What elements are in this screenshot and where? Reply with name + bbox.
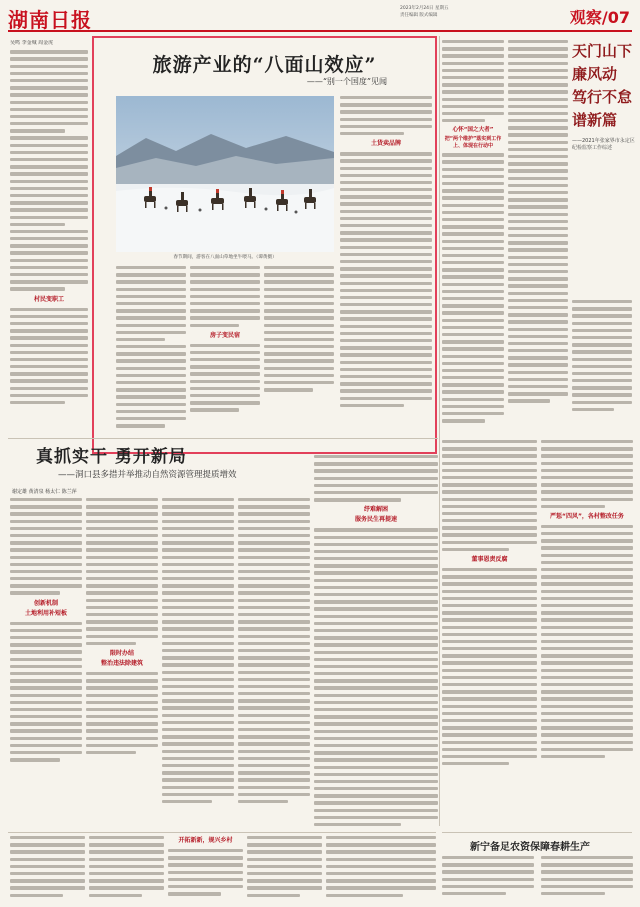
section2-title: 真抓实干 勇开新局 xyxy=(36,447,187,467)
bottom-subhead: 开拓新新，规兴乡村 xyxy=(178,837,233,844)
photo-caption: 春节期间，游客在八面山草地坐牛喂马。（谭黄摄） xyxy=(173,255,277,260)
right-subhead-1: 心怀“国之大者” xyxy=(452,127,494,134)
feature-subhead-1: 土货卖品牌 xyxy=(370,140,401,148)
left-text-block-2 xyxy=(10,308,88,405)
right-article-col-1 xyxy=(442,40,504,435)
bottom-right-title: 新宁备足农资保障春耕生产 xyxy=(470,842,590,853)
divider-v-1 xyxy=(439,36,440,826)
section-label: 观察/07 xyxy=(569,8,630,27)
sec2-col-1 xyxy=(10,498,82,828)
right-title-subtitle: ——2021年张家界市永定区纪检监察工作综述 xyxy=(572,138,635,151)
bottom-col-3 xyxy=(168,836,243,906)
section2-subtitle: ——洞口县多措并举推动自然资源管理提质增效 xyxy=(58,470,237,480)
newspaper-logo: 湖南日报 xyxy=(8,8,92,32)
issue-date: 2023年2月24日 星期五 xyxy=(400,6,449,11)
feature-title: 旅游产业的“八面山效应” xyxy=(152,54,377,76)
issue-info xyxy=(400,6,448,19)
feature-photo xyxy=(116,96,334,252)
right-feature-title xyxy=(572,40,636,152)
left-subhead: 村民变职工 xyxy=(33,295,64,303)
sec2-col-4 xyxy=(238,498,310,828)
bottom-col-2 xyxy=(89,836,164,906)
masthead xyxy=(0,0,640,36)
sec2-subhead-4: 整治违法除建筑 xyxy=(100,659,143,667)
sec2-subhead-1: 创新机制 xyxy=(33,599,58,607)
sec2-col-5 xyxy=(314,455,438,830)
divider-mid xyxy=(8,438,438,439)
right-subhead-4: 严惩“四风”，各村整改任务 xyxy=(550,512,624,520)
snow-landscape-image xyxy=(116,96,334,252)
editor-line: 责任编辑 版式编辑 xyxy=(400,12,438,18)
right-article-col-3 xyxy=(572,300,632,435)
sec2-subhead-5: 纾难解困 xyxy=(363,506,388,514)
feature-text-col-3 xyxy=(264,266,334,446)
feature-subhead-2: 房子变民宿 xyxy=(209,331,240,339)
right-title-line-1: 天门山下廉风动 xyxy=(572,42,633,83)
divider-bottom-right xyxy=(442,832,632,833)
sec2-col-3 xyxy=(162,498,234,828)
feature-text-col-2 xyxy=(190,266,260,446)
left-byline: 吴鸣 李金城 周金虎 xyxy=(10,40,54,46)
left-article-column xyxy=(10,40,88,440)
header-rule xyxy=(8,30,632,32)
sec2-subhead-3: 限时办结 xyxy=(109,649,134,657)
bottom-right-col-1 xyxy=(442,856,534,906)
divider-bottom-left xyxy=(8,832,436,833)
bottom-col-4 xyxy=(247,836,322,906)
bottom-col-5 xyxy=(326,836,436,906)
right-title-line-2: 笃行不怠谱新篇 xyxy=(572,88,633,129)
right-lower-col-1 xyxy=(442,440,537,830)
sec2-subhead-2: 土地利用补短板 xyxy=(24,609,67,617)
left-text-block xyxy=(10,50,88,291)
bottom-right-col-2 xyxy=(541,856,633,906)
right-subhead-3: 董事恩责反腐 xyxy=(471,556,508,563)
feature-subtitle: ——“别一个国度”见闻 xyxy=(306,77,387,86)
right-subhead-2: 把“两个维护”落实到工作上、体现在行动中 xyxy=(444,136,502,150)
right-lower-col-2 xyxy=(541,440,633,830)
feature-text-col-4 xyxy=(340,96,432,446)
feature-text-col-1 xyxy=(116,266,186,446)
bottom-col-1 xyxy=(10,836,85,906)
right-article-col-2 xyxy=(508,40,568,435)
sec2-col-2 xyxy=(86,498,158,828)
sec2-subhead-6: 服务民生再提速 xyxy=(354,516,397,524)
feature-article-box xyxy=(92,36,437,454)
section2-byline: 谢定雄 黄清泉 杨太仁 陈兰萍 xyxy=(12,489,77,495)
